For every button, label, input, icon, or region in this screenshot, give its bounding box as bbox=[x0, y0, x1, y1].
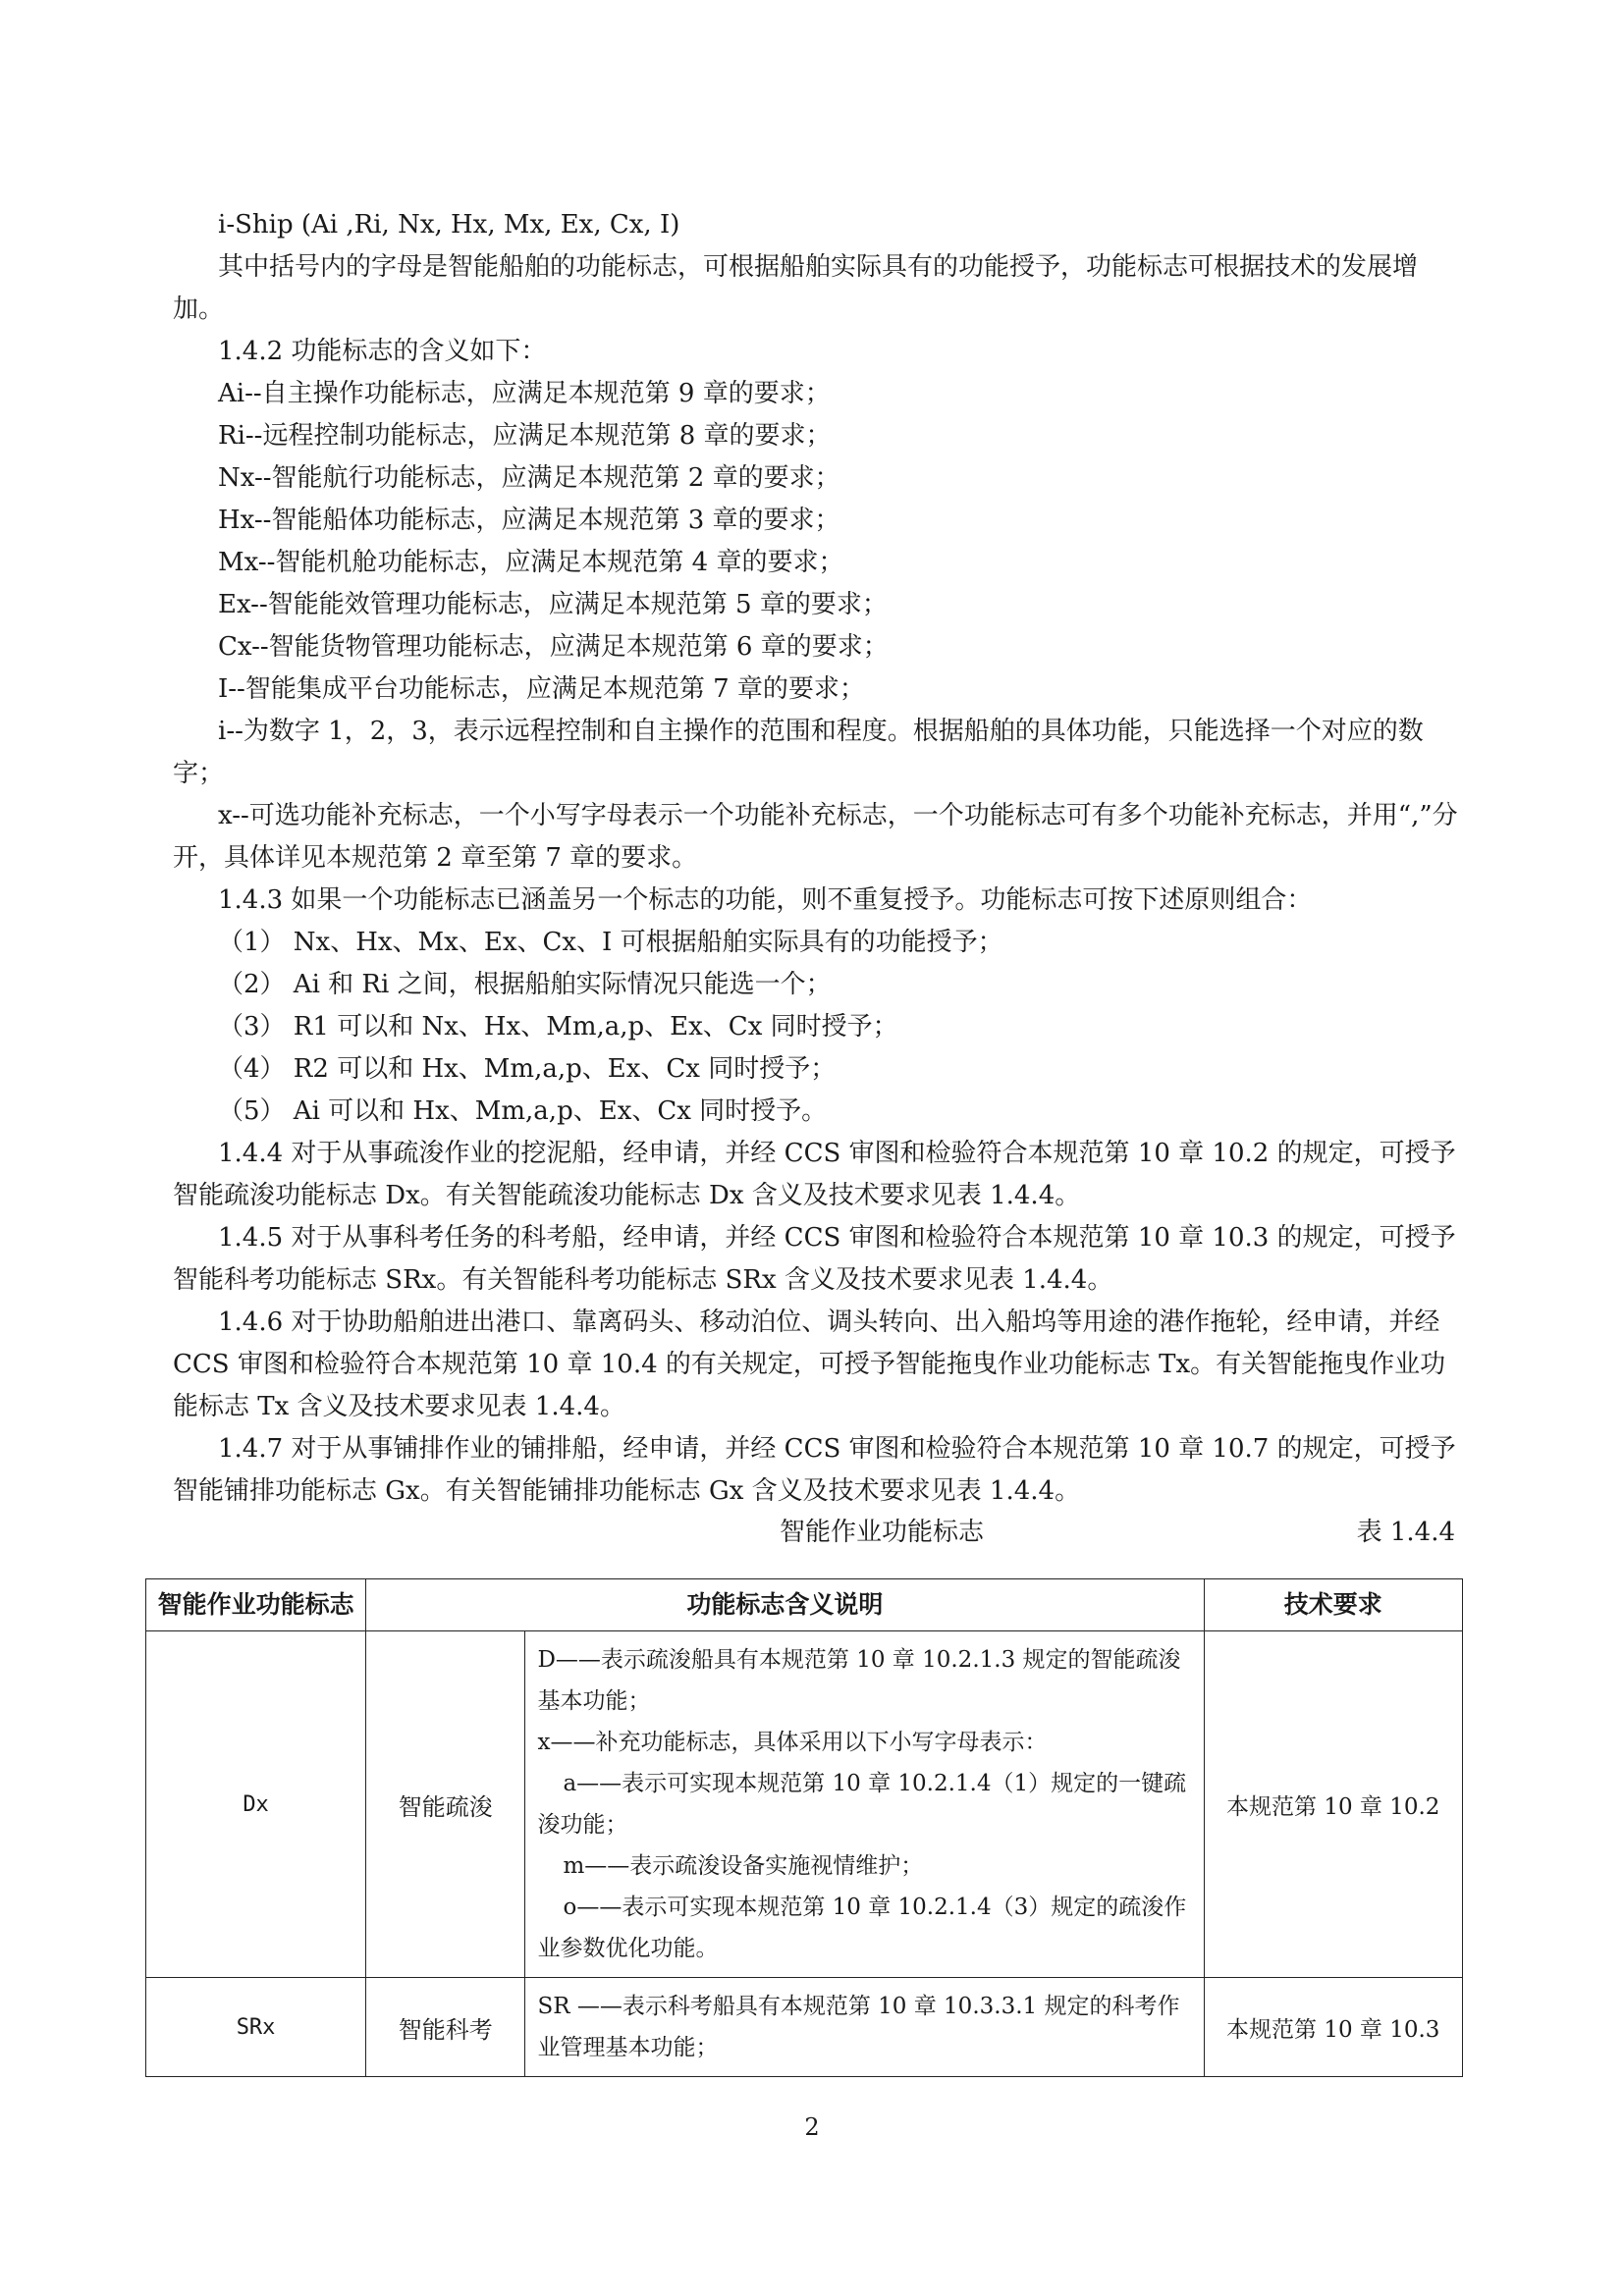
table-row bbox=[146, 1631, 1463, 1978]
section-1-4-6: 1.4.6 对于协助船舶进出港口、靠离码头、移动泊位、调头转向、出入船坞等用途的港作拖轮，经申请，并经 CCS 审图和检验符合本规范第 10 章 10.4 的有关规定，可授予智能拖曳作业功能标志 Tx。有关智能拖曳作业功能标志 Tx 含义及技术要求见表 1.4.4。 bbox=[173, 1308, 1446, 1421]
notation-ai: Ai--自主操作功能标志，应满足本规范第 9 章的要求； bbox=[218, 379, 831, 408]
notation-ri: Ri--远程控制功能标志，应满足本规范第 8 章的要求； bbox=[218, 421, 832, 451]
description-line: m——表示疏浚设备实施视情维护； bbox=[563, 1853, 924, 1879]
notation-hx: Hx--智能船体功能标志，应满足本规范第 3 章的要求； bbox=[218, 506, 840, 535]
row-code: SRx bbox=[146, 1978, 366, 2077]
table-number: 表 1.4.4 bbox=[1356, 1518, 1455, 1547]
rule-item-1: （1） Nx、Hx、Mx、Ex、Cx、I 可根据船舶实际具有的功能授予； bbox=[218, 928, 1003, 957]
section-1-4-4: 1.4.4 对于从事疏浚作业的挖泥船，经申请，并经 CCS 审图和检验符合本规范第 10 章 10.2 的规定，可授予智能疏浚功能标志 Dx。有关智能疏浚功能标志 Dx 含义及技术要求见表 1.4.4。 bbox=[173, 1139, 1456, 1210]
formula-line: i-Ship (Ai ,Ri, Nx, Hx, Mx, Ex, Cx, I) bbox=[218, 210, 680, 240]
header-requirement: 技术要求 bbox=[1204, 1579, 1463, 1631]
paragraph: 其中括号内的字母是智能船舶的功能标志，可根据船舶实际具有的功能授予，功能标志可根据技术的发展增加。 bbox=[173, 252, 1419, 324]
rule-item-2: （2） Ai 和 Ri 之间，根据船舶实际情况只能选一个； bbox=[218, 970, 832, 999]
description-line: D——表示疏浚船具有本规范第 10 章 10.2.1.3 规定的智能疏浚基本功能； bbox=[537, 1647, 1181, 1714]
rule-item-3: （3） R1 可以和 Nx、Hx、Mm,a,p、Ex、Cx 同时授予； bbox=[218, 1012, 898, 1041]
row-name: 智能疏浚 bbox=[366, 1631, 525, 1978]
notation-nx: Nx--智能航行功能标志，应满足本规范第 2 章的要求； bbox=[218, 463, 840, 493]
header-description: 功能标志含义说明 bbox=[366, 1579, 1204, 1631]
row-description bbox=[525, 1978, 1204, 2077]
section-1-4-7: 1.4.7 对于从事铺排作业的铺排船，经申请，并经 CCS 审图和检验符合本规范第 10 章 10.7 的规定，可授予智能铺排功能标志 Gx。有关智能铺排功能标志 Gx 含义及技术要求见表 1.4.4。 bbox=[173, 1434, 1456, 1506]
notation-i: I--智能集成平台功能标志，应满足本规范第 7 章的要求； bbox=[218, 674, 865, 704]
notation-cx: Cx--智能货物管理功能标志，应满足本规范第 6 章的要求； bbox=[218, 632, 889, 662]
notation-mx: Mx--智能机舱功能标志，应满足本规范第 4 章的要求； bbox=[218, 548, 844, 577]
description-line: a——表示可实现本规范第 10 章 10.2.1.4（1）规定的一键疏浚功能； bbox=[537, 1771, 1187, 1838]
rule-item-5: （5） Ai 可以和 Hx、Mm,a,p、Ex、Cx 同时授予。 bbox=[218, 1096, 828, 1126]
row-description bbox=[525, 1631, 1204, 1978]
section-1-4-5: 1.4.5 对于从事科考任务的科考船，经申请，并经 CCS 审图和检验符合本规范第 10 章 10.3 的规定，可授予智能科考功能标志 SRx。有关智能科考功能标志 SRx 含义及技术要求见表 1.4.4。 bbox=[173, 1223, 1456, 1295]
notation-x: x--可选功能补充标志，一个小写字母表示一个功能补充标志，一个功能标志可有多个功能补充标志，并用“,”分开，具体详见本规范第 2 章至第 7 章的要求。 bbox=[173, 801, 1458, 873]
row-requirement: 本规范第 10 章 10.3 bbox=[1204, 1978, 1463, 2077]
notation-i-number: i--为数字 1，2，3，表示远程控制和自主操作的范围和程度。根据船舶的具体功能，只能选择一个对应的数字； bbox=[173, 717, 1424, 788]
table-row bbox=[146, 1978, 1463, 2077]
section-1-4-2: 1.4.2 功能标志的含义如下： bbox=[218, 337, 547, 366]
page-number: 2 bbox=[804, 2113, 820, 2141]
row-requirement: 本规范第 10 章 10.2 bbox=[1204, 1631, 1463, 1978]
notation-table bbox=[145, 1578, 1463, 2077]
table-header-row bbox=[146, 1579, 1463, 1631]
notation-ex: Ex--智能能效管理功能标志，应满足本规范第 5 章的要求； bbox=[218, 590, 888, 619]
table-caption bbox=[173, 1513, 1459, 1556]
section-1-4-3: 1.4.3 如果一个功能标志已涵盖另一个标志的功能，则不重复授予。功能标志可按下述原则组合： bbox=[218, 885, 1313, 915]
header-notation: 智能作业功能标志 bbox=[146, 1579, 366, 1631]
row-code: Dx bbox=[146, 1631, 366, 1978]
body-text bbox=[173, 204, 1459, 1556]
row-name: 智能科考 bbox=[366, 1978, 525, 2077]
table-title: 智能作业功能标志 bbox=[780, 1518, 985, 1547]
description-line: x——补充功能标志，具体采用以下小写字母表示： bbox=[537, 1730, 1048, 1755]
description-line: o——表示可实现本规范第 10 章 10.2.1.4（3）规定的疏浚作业参数优化功能。 bbox=[537, 1895, 1187, 1961]
description-line: SR ——表示科考船具有本规范第 10 章 10.3.3.1 规定的科考作业管理基本功能； bbox=[537, 1994, 1180, 2060]
rule-item-4: （4） R2 可以和 Hx、Mm,a,p、Ex、Cx 同时授予； bbox=[218, 1054, 837, 1084]
